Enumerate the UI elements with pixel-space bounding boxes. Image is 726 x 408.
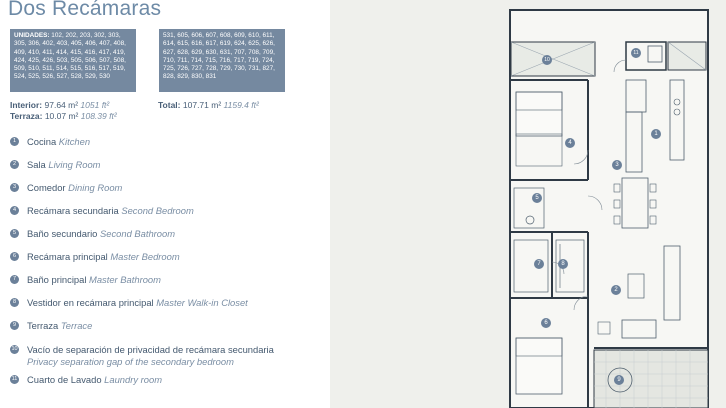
plan-badge-living: 2	[611, 285, 621, 295]
legend-en: Master Bedroom	[110, 251, 180, 262]
plan-badge-terrace: 9	[614, 375, 624, 385]
total-area	[158, 100, 259, 110]
floor-plan	[330, 0, 726, 408]
number-badge-icon: 10	[11, 346, 18, 352]
page-title: Dos Recámaras	[8, 0, 162, 20]
total-label: Total:	[158, 100, 181, 110]
number-badge-icon: 2	[10, 160, 19, 169]
units-box-1	[10, 29, 136, 92]
number-badge-icon: 11	[11, 376, 18, 382]
interior-m2: 97.64 m²	[44, 100, 79, 110]
legend-en: Terrace	[60, 320, 93, 331]
legend-en: Laundry room	[104, 374, 162, 385]
number-badge-icon: 5	[10, 229, 19, 238]
legend-es: Comedor	[27, 182, 66, 193]
terraza-ft2: 108.39 ft²	[80, 111, 117, 121]
plan-badge-laundry: 11	[631, 48, 641, 58]
legend-en: Master Bathroom	[89, 274, 161, 285]
plan-badge-closet: 8	[558, 259, 568, 269]
number-badge-icon: 1	[10, 137, 19, 146]
total-ft2: 1159.4 ft²	[223, 100, 259, 110]
units-label: UNIDADES:	[14, 32, 50, 39]
legend-es: Sala	[27, 159, 46, 170]
legend-es: Baño principal	[27, 274, 87, 285]
terraza-m2: 10.07 m²	[44, 111, 79, 121]
number-badge-icon: 4	[10, 206, 19, 215]
number-badge-icon: 9	[10, 321, 19, 330]
terraza-label: Terraza:	[10, 111, 43, 121]
legend-en: Master Walk-in Closet	[156, 297, 248, 308]
terrace	[594, 350, 708, 408]
legend-es: Terraza	[27, 320, 59, 331]
legend-panel	[0, 0, 330, 408]
plan-badge-master-bath: 7	[534, 259, 544, 269]
plan-badge-dining: 3	[612, 160, 622, 170]
plan-badge-second-bath: 5	[532, 193, 542, 203]
legend-es: Cuarto de Lavado	[27, 374, 102, 385]
legend-es: Vestidor en recámara principal	[27, 297, 154, 308]
legend-en: Living Room	[48, 159, 101, 170]
legend-es: Cocina	[27, 136, 57, 147]
units-list-1: 102, 202, 203, 302, 303, 305, 306, 402, 403, 405, 406, 407, 408, 409, 410, 411, 414, 415, 416, 417, 419, 424, 425, 426, 503, 505, 506, 507, 508, 509, 510, 511, 514, 515, 516, 517, 519, 524, 525, 526, 527, 528, 529, 530	[14, 32, 126, 81]
plan-badge-kitchen: 1	[651, 129, 661, 139]
legend-es: Vacío de separación de privacidad de recámara secundaria	[27, 344, 274, 355]
units-list-2: 531, 605, 606, 607, 608, 609, 610, 611, 614, 615, 616, 617, 619, 624, 625, 626, 627, 628, 629, 630, 631, 707, 708, 709, 710, 711, 714, 715, 716, 717, 719, 724, 725, 726, 727, 728, 729, 730, 731, 827, 828, 829, 830, 831	[163, 32, 275, 81]
legend-en: Privacy separation gap of the secondary bedroom	[27, 356, 234, 367]
plan-badge-gap: 10	[542, 55, 552, 65]
legend-es: Recámara secundaria	[27, 205, 119, 216]
interior-ft2: 1051 ft²	[80, 100, 110, 110]
interior-area	[10, 100, 109, 110]
total-m2: 107.71 m²	[182, 100, 222, 110]
legend-en: Second Bedroom	[121, 205, 194, 216]
legend-en: Second Bathroom	[99, 228, 176, 239]
number-badge-icon: 3	[10, 183, 19, 192]
plan-badge-second-bed: 4	[565, 138, 575, 148]
number-badge-icon: 7	[10, 275, 19, 284]
legend-en: Kitchen	[58, 136, 91, 147]
units-box-2	[159, 29, 285, 92]
number-badge-icon: 6	[10, 252, 19, 261]
plan-badge-master-bed: 6	[541, 318, 551, 328]
cut-off-text-row	[10, 402, 250, 408]
legend-es: Baño secundario	[27, 228, 98, 239]
legend-en: Dining Room	[68, 182, 123, 193]
legend-es: Recámara principal	[27, 251, 108, 262]
number-badge-icon: 8	[10, 298, 19, 307]
interior-label: Interior:	[10, 100, 43, 110]
terraza-area	[10, 111, 117, 121]
